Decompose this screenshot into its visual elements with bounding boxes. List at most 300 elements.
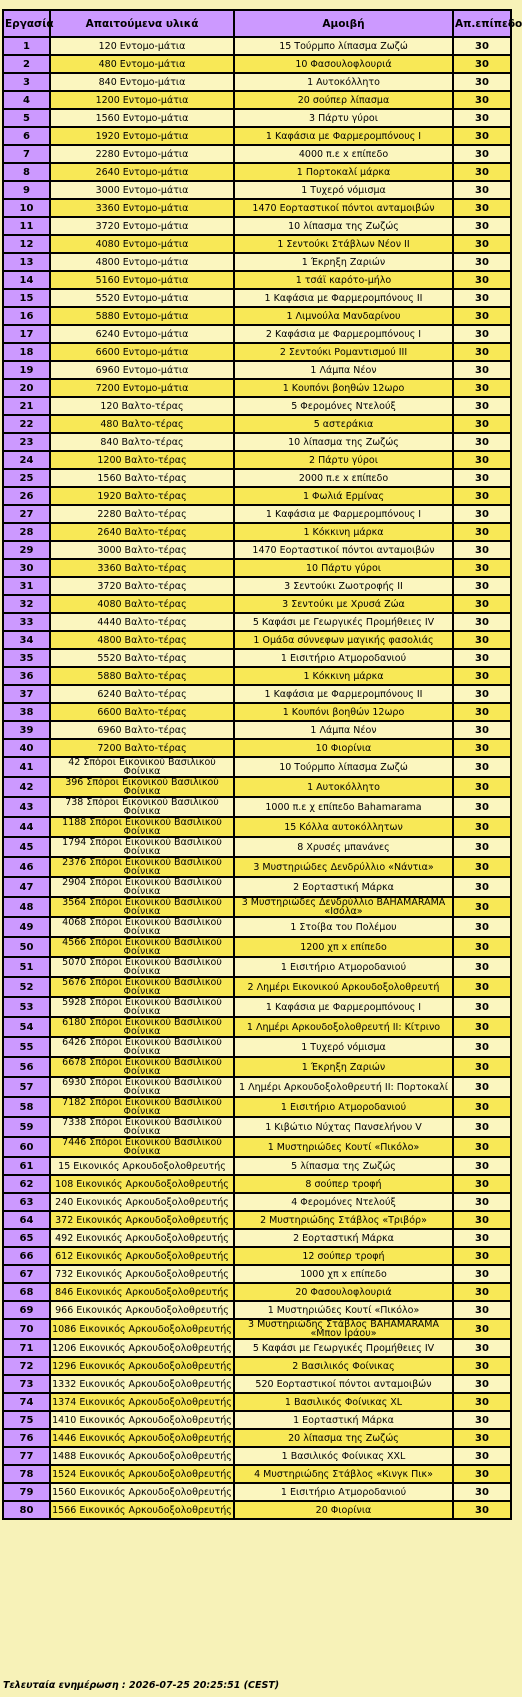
table-row bbox=[3, 343, 511, 361]
reward-cell: 3 Σεντούκι με Χρυσά Ζώα bbox=[234, 595, 453, 613]
table-row bbox=[3, 1037, 511, 1057]
task-number-cell: 30 bbox=[3, 559, 50, 577]
required-materials-cell: 492 Εικονικός Αρκουδοξολοθρευτής bbox=[50, 1229, 234, 1247]
table-row bbox=[3, 1175, 511, 1193]
reward-cell: 1000 χπ x επίπεδο bbox=[234, 1265, 453, 1283]
required-materials-cell: 1374 Εικονικός Αρκουδοξολοθρευτής bbox=[50, 1393, 234, 1411]
table-row bbox=[3, 1193, 511, 1211]
table-row bbox=[3, 1429, 511, 1447]
table-row bbox=[3, 1157, 511, 1175]
task-number-cell: 62 bbox=[3, 1175, 50, 1193]
table-row bbox=[3, 1465, 511, 1483]
reward-cell: 3 Μυστηριώδες Δενδρύλλιο BAHAMARAMA «Ισόλα» bbox=[234, 897, 453, 917]
required-materials-cell: 15 Εικονικός Αρκουδοξολοθρευτής bbox=[50, 1157, 234, 1175]
reward-cell: 2 Σεντούκι Ρομαντισμού ΙΙΙ bbox=[234, 343, 453, 361]
reward-cell: 3 Μυστηριώδης Στάβλος BAHAMARAMA «Μπον Ιράου» bbox=[234, 1319, 453, 1339]
reward-cell: 1 Λάμπα Νέον bbox=[234, 361, 453, 379]
table-row bbox=[3, 739, 511, 757]
reward-cell: 20 Φιορίνια bbox=[234, 1501, 453, 1519]
required-level-cell: 30 bbox=[453, 1229, 511, 1247]
reward-cell: 2 Εορταστική Μάρκα bbox=[234, 877, 453, 897]
table-row bbox=[3, 271, 511, 289]
required-level-cell: 30 bbox=[453, 505, 511, 523]
reward-cell: 5 Φερομόνες Ντελούξ bbox=[234, 397, 453, 415]
table-row bbox=[3, 1483, 511, 1501]
reward-cell: 1 Κόκκινη μάρκα bbox=[234, 523, 453, 541]
required-materials-cell: 396 Σπόροι Εικονικού Βασιλικού Φοίνικα bbox=[50, 777, 234, 797]
reward-cell: 4 Μυστηριώδης Στάβλος «Κινγκ Πικ» bbox=[234, 1465, 453, 1483]
required-materials-cell: 2640 Εντομο-μάτια bbox=[50, 163, 234, 181]
required-materials-cell: 2640 Βαλτο-τέρας bbox=[50, 523, 234, 541]
reward-cell: 5 Καφάσι με Γεωργικές Προμήθειες ΙV bbox=[234, 613, 453, 631]
required-materials-cell: 738 Σπόροι Εικονικού Βασιλικού Φοίνικα bbox=[50, 797, 234, 817]
required-materials-cell: 1920 Εντομο-μάτια bbox=[50, 127, 234, 145]
required-level-cell: 30 bbox=[453, 1501, 511, 1519]
task-number-cell: 20 bbox=[3, 379, 50, 397]
table-row bbox=[3, 217, 511, 235]
required-level-cell: 30 bbox=[453, 957, 511, 977]
task-number-cell: 1 bbox=[3, 37, 50, 55]
reward-cell: 20 λίπασμα της Ζωζώς bbox=[234, 1429, 453, 1447]
required-level-cell: 30 bbox=[453, 1037, 511, 1057]
table-row bbox=[3, 199, 511, 217]
required-materials-cell: 3000 Βαλτο-τέρας bbox=[50, 541, 234, 559]
required-level-cell: 30 bbox=[453, 1411, 511, 1429]
task-number-cell: 72 bbox=[3, 1357, 50, 1375]
table-row bbox=[3, 817, 511, 837]
table-row bbox=[3, 685, 511, 703]
table-row bbox=[3, 37, 511, 55]
table-row bbox=[3, 1097, 511, 1117]
table-row bbox=[3, 109, 511, 127]
column-header-task: Εργασία bbox=[3, 10, 50, 37]
task-number-cell: 22 bbox=[3, 415, 50, 433]
task-number-cell: 65 bbox=[3, 1229, 50, 1247]
required-materials-cell: 5880 Βαλτο-τέρας bbox=[50, 667, 234, 685]
required-level-cell: 30 bbox=[453, 1339, 511, 1357]
required-materials-cell: 1332 Εικονικός Αρκουδοξολοθρευτής bbox=[50, 1375, 234, 1393]
task-number-cell: 23 bbox=[3, 433, 50, 451]
required-level-cell: 30 bbox=[453, 1193, 511, 1211]
required-materials-cell: 6240 Εντομο-μάτια bbox=[50, 325, 234, 343]
required-level-cell: 30 bbox=[453, 37, 511, 55]
task-number-cell: 29 bbox=[3, 541, 50, 559]
task-number-cell: 64 bbox=[3, 1211, 50, 1229]
column-header-level: Απ.επίπεδο bbox=[453, 10, 511, 37]
table-row bbox=[3, 777, 511, 797]
required-materials-cell: 1296 Εικονικός Αρκουδοξολοθρευτής bbox=[50, 1357, 234, 1375]
table-row bbox=[3, 1339, 511, 1357]
task-number-cell: 2 bbox=[3, 55, 50, 73]
reward-cell: 1200 χπ x επίπεδο bbox=[234, 937, 453, 957]
table-row bbox=[3, 523, 511, 541]
required-level-cell: 30 bbox=[453, 487, 511, 505]
task-number-cell: 44 bbox=[3, 817, 50, 837]
task-number-cell: 24 bbox=[3, 451, 50, 469]
required-level-cell: 30 bbox=[453, 1175, 511, 1193]
required-level-cell: 30 bbox=[453, 897, 511, 917]
table-row bbox=[3, 1501, 511, 1519]
required-level-cell: 30 bbox=[453, 1157, 511, 1175]
required-materials-cell: 480 Εντομο-μάτια bbox=[50, 55, 234, 73]
required-materials-cell: 6600 Εντομο-μάτια bbox=[50, 343, 234, 361]
table-row bbox=[3, 797, 511, 817]
table-row bbox=[3, 649, 511, 667]
required-level-cell: 30 bbox=[453, 1077, 511, 1097]
required-level-cell: 30 bbox=[453, 721, 511, 739]
task-number-cell: 8 bbox=[3, 163, 50, 181]
reward-cell: 4 Φερομόνες Ντελούξ bbox=[234, 1193, 453, 1211]
reward-cell: 20 Φασουλοφλουριά bbox=[234, 1283, 453, 1301]
required-level-cell: 30 bbox=[453, 559, 511, 577]
required-materials-cell: 3720 Βαλτο-τέρας bbox=[50, 577, 234, 595]
required-level-cell: 30 bbox=[453, 1117, 511, 1137]
reward-cell: 1 Τυχερό νόμισμα bbox=[234, 181, 453, 199]
table-row bbox=[3, 325, 511, 343]
reward-cell: 1 Λημέρι Αρκουδοξολοθρευτή ΙΙ: Πορτοκαλί bbox=[234, 1077, 453, 1097]
required-level-cell: 30 bbox=[453, 469, 511, 487]
required-materials-cell: 4068 Σπόροι Εικονικού Βασιλικού Φοίνικα bbox=[50, 917, 234, 937]
table-row bbox=[3, 1447, 511, 1465]
table-row bbox=[3, 613, 511, 631]
reward-cell: 1 Αυτοκόλλητο bbox=[234, 777, 453, 797]
task-number-cell: 54 bbox=[3, 1017, 50, 1037]
table-row bbox=[3, 451, 511, 469]
required-materials-cell: 3360 Βαλτο-τέρας bbox=[50, 559, 234, 577]
required-materials-cell: 840 Εντομο-μάτια bbox=[50, 73, 234, 91]
table-row bbox=[3, 433, 511, 451]
required-level-cell: 30 bbox=[453, 145, 511, 163]
task-number-cell: 74 bbox=[3, 1393, 50, 1411]
task-number-cell: 36 bbox=[3, 667, 50, 685]
table-row bbox=[3, 361, 511, 379]
table-row bbox=[3, 1393, 511, 1411]
required-materials-cell: 4080 Εντομο-μάτια bbox=[50, 235, 234, 253]
required-level-cell: 30 bbox=[453, 817, 511, 837]
task-number-cell: 70 bbox=[3, 1319, 50, 1339]
task-number-cell: 25 bbox=[3, 469, 50, 487]
reward-cell: 1 Βασιλικός Φοίνικας XL bbox=[234, 1393, 453, 1411]
table-row bbox=[3, 289, 511, 307]
table-row bbox=[3, 631, 511, 649]
required-materials-cell: 966 Εικονικός Αρκουδοξολοθρευτής bbox=[50, 1301, 234, 1319]
table-row bbox=[3, 577, 511, 595]
task-number-cell: 39 bbox=[3, 721, 50, 739]
required-level-cell: 30 bbox=[453, 777, 511, 797]
table-row bbox=[3, 235, 511, 253]
table-row bbox=[3, 253, 511, 271]
task-number-cell: 69 bbox=[3, 1301, 50, 1319]
required-level-cell: 30 bbox=[453, 397, 511, 415]
required-level-cell: 30 bbox=[453, 109, 511, 127]
required-materials-cell: 5160 Εντομο-μάτια bbox=[50, 271, 234, 289]
reward-cell: 1000 π.ε χ επίπεδο Bahamarama bbox=[234, 797, 453, 817]
task-number-cell: 60 bbox=[3, 1137, 50, 1157]
reward-cell: 2 Μυστηριώδης Στάβλος «Τριβόρ» bbox=[234, 1211, 453, 1229]
task-number-cell: 77 bbox=[3, 1447, 50, 1465]
task-number-cell: 27 bbox=[3, 505, 50, 523]
reward-cell: 3 Σεντούκι Ζωοτροφής ΙΙ bbox=[234, 577, 453, 595]
required-materials-cell: 7338 Σπόροι Εικονικού Βασιλικού Φοίνικα bbox=[50, 1117, 234, 1137]
required-materials-cell: 6240 Βαλτο-τέρας bbox=[50, 685, 234, 703]
reward-cell: 10 Τούρμπο λίπασμα Ζωζώ bbox=[234, 757, 453, 777]
last-updated-footer: Τελευταία ενημέρωση : 2026-07-25 20:25:51 (CEST) bbox=[3, 1680, 280, 1691]
task-number-cell: 13 bbox=[3, 253, 50, 271]
table-row bbox=[3, 1211, 511, 1229]
task-number-cell: 51 bbox=[3, 957, 50, 977]
column-header-materials: Απαιτούμενα υλικά bbox=[50, 10, 234, 37]
required-materials-cell: 4800 Εντομο-μάτια bbox=[50, 253, 234, 271]
required-materials-cell: 5676 Σπόροι Εικονικού Βασιλικού Φοίνικα bbox=[50, 977, 234, 997]
required-materials-cell: 1410 Εικονικός Αρκουδοξολοθρευτής bbox=[50, 1411, 234, 1429]
required-level-cell: 30 bbox=[453, 1211, 511, 1229]
task-number-cell: 80 bbox=[3, 1501, 50, 1519]
required-level-cell: 30 bbox=[453, 1429, 511, 1447]
required-materials-cell: 2904 Σπόροι Εικονικού Βασιλικού Φοίνικα bbox=[50, 877, 234, 897]
reward-cell: 1 Καφάσια με Φαρμερομπόνους ΙΙ bbox=[234, 685, 453, 703]
reward-cell: 1470 Εορταστικοί πόντοι ανταμοιβών bbox=[234, 541, 453, 559]
reward-cell: 1 Τυχερό νόμισμα bbox=[234, 1037, 453, 1057]
reward-cell: 4000 π.ε x επίπεδο bbox=[234, 145, 453, 163]
reward-cell: 1 Καφάσια με Φαρμερομπόνους Ι bbox=[234, 127, 453, 145]
required-level-cell: 30 bbox=[453, 199, 511, 217]
required-level-cell: 30 bbox=[453, 523, 511, 541]
reward-cell: 2 Βασιλικός Φοίνικας bbox=[234, 1357, 453, 1375]
required-materials-cell: 1086 Εικονικός Αρκουδοξολοθρευτής bbox=[50, 1319, 234, 1339]
required-materials-cell: 1566 Εικονικός Αρκουδοξολοθρευτής bbox=[50, 1501, 234, 1519]
required-level-cell: 30 bbox=[453, 685, 511, 703]
task-number-cell: 33 bbox=[3, 613, 50, 631]
table-row bbox=[3, 1017, 511, 1037]
reward-cell: 2 Καφάσια με Φαρμερομπόνους Ι bbox=[234, 325, 453, 343]
table-row bbox=[3, 559, 511, 577]
reward-cell: 1 Καφάσια με Φαρμερομπόνους Ι bbox=[234, 997, 453, 1017]
reward-cell: 1 Λιμνούλα Μανδαρίνου bbox=[234, 307, 453, 325]
required-level-cell: 30 bbox=[453, 649, 511, 667]
task-number-cell: 41 bbox=[3, 757, 50, 777]
reward-cell: 1 τσάϊ καρότο-μήλο bbox=[234, 271, 453, 289]
required-materials-cell: 7200 Εντομο-μάτια bbox=[50, 379, 234, 397]
reward-cell: 1470 Εορταστικοί πόντοι ανταμοιβών bbox=[234, 199, 453, 217]
required-materials-cell: 1524 Εικονικός Αρκουδοξολοθρευτής bbox=[50, 1465, 234, 1483]
task-number-cell: 76 bbox=[3, 1429, 50, 1447]
task-number-cell: 45 bbox=[3, 837, 50, 857]
task-number-cell: 26 bbox=[3, 487, 50, 505]
required-level-cell: 30 bbox=[453, 667, 511, 685]
required-materials-cell: 6930 Σπόροι Εικονικού Βασιλικού Φοίνικα bbox=[50, 1077, 234, 1097]
required-level-cell: 30 bbox=[453, 379, 511, 397]
required-materials-cell: 6426 Σπόροι Εικονικού Βασιλικού Φοίνικα bbox=[50, 1037, 234, 1057]
reward-cell: 1 Κουπόνι βοηθών 12ωρο bbox=[234, 379, 453, 397]
task-number-cell: 21 bbox=[3, 397, 50, 415]
task-number-cell: 38 bbox=[3, 703, 50, 721]
required-materials-cell: 240 Εικονικός Αρκουδοξολοθρευτής bbox=[50, 1193, 234, 1211]
required-materials-cell: 1560 Εικονικός Αρκουδοξολοθρευτής bbox=[50, 1483, 234, 1501]
table-row bbox=[3, 127, 511, 145]
required-level-cell: 30 bbox=[453, 343, 511, 361]
table-row bbox=[3, 1229, 511, 1247]
required-level-cell: 30 bbox=[453, 631, 511, 649]
required-materials-cell: 6678 Σπόροι Εικονικού Βασιλικού Φοίνικα bbox=[50, 1057, 234, 1077]
task-number-cell: 16 bbox=[3, 307, 50, 325]
table-row bbox=[3, 1265, 511, 1283]
task-number-cell: 50 bbox=[3, 937, 50, 957]
required-materials-cell: 7446 Σπόροι Εικονικού Βασιλικού Φοίνικα bbox=[50, 1137, 234, 1157]
required-materials-cell: 6960 Εντομο-μάτια bbox=[50, 361, 234, 379]
table-row bbox=[3, 1411, 511, 1429]
table-row bbox=[3, 1117, 511, 1137]
task-number-cell: 34 bbox=[3, 631, 50, 649]
task-number-cell: 35 bbox=[3, 649, 50, 667]
table-row bbox=[3, 877, 511, 897]
required-level-cell: 30 bbox=[453, 1393, 511, 1411]
required-level-cell: 30 bbox=[453, 163, 511, 181]
reward-cell: 1 Έκρηξη Ζαριών bbox=[234, 253, 453, 271]
task-number-cell: 10 bbox=[3, 199, 50, 217]
table-row bbox=[3, 917, 511, 937]
reward-cell: 8 Χρυσές μπανάνες bbox=[234, 837, 453, 857]
required-level-cell: 30 bbox=[453, 217, 511, 235]
reward-cell: 1 Στοίβα του Πολέμου bbox=[234, 917, 453, 937]
task-number-cell: 75 bbox=[3, 1411, 50, 1429]
required-level-cell: 30 bbox=[453, 703, 511, 721]
reward-cell: 20 σούπερ λίπασμα bbox=[234, 91, 453, 109]
table-row bbox=[3, 1137, 511, 1157]
task-number-cell: 19 bbox=[3, 361, 50, 379]
required-level-cell: 30 bbox=[453, 1017, 511, 1037]
table-row bbox=[3, 1247, 511, 1265]
table-row bbox=[3, 857, 511, 877]
task-number-cell: 3 bbox=[3, 73, 50, 91]
required-level-cell: 30 bbox=[453, 415, 511, 433]
task-number-cell: 11 bbox=[3, 217, 50, 235]
table-row bbox=[3, 997, 511, 1017]
reward-cell: 15 Τούρμπο λίπασμα Ζωζώ bbox=[234, 37, 453, 55]
reward-cell: 1 Σεντούκι Στάβλων Νέον ΙΙ bbox=[234, 235, 453, 253]
required-level-cell: 30 bbox=[453, 613, 511, 631]
task-number-cell: 49 bbox=[3, 917, 50, 937]
required-level-cell: 30 bbox=[453, 1319, 511, 1339]
task-number-cell: 32 bbox=[3, 595, 50, 613]
table-row bbox=[3, 469, 511, 487]
reward-cell: 1 Κιβώτιο Νύχτας Πανσελήνου V bbox=[234, 1117, 453, 1137]
required-materials-cell: 2376 Σπόροι Εικονικού Βασιλικού Φοίνικα bbox=[50, 857, 234, 877]
required-level-cell: 30 bbox=[453, 739, 511, 757]
reward-cell: 1 Εορταστική Μάρκα bbox=[234, 1411, 453, 1429]
required-materials-cell: 1560 Βαλτο-τέρας bbox=[50, 469, 234, 487]
task-number-cell: 12 bbox=[3, 235, 50, 253]
task-number-cell: 68 bbox=[3, 1283, 50, 1301]
table-row bbox=[3, 937, 511, 957]
reward-cell: 10 Πάρτυ γύροι bbox=[234, 559, 453, 577]
table-row bbox=[3, 181, 511, 199]
required-materials-cell: 3564 Σπόροι Εικονικού Βασιλικού Φοίνικα bbox=[50, 897, 234, 917]
reward-cell: 1 Εισιτήριο Ατμοροδανιού bbox=[234, 649, 453, 667]
required-level-cell: 30 bbox=[453, 757, 511, 777]
required-level-cell: 30 bbox=[453, 451, 511, 469]
task-number-cell: 56 bbox=[3, 1057, 50, 1077]
task-number-cell: 53 bbox=[3, 997, 50, 1017]
required-level-cell: 30 bbox=[453, 1097, 511, 1117]
required-materials-cell: 5520 Βαλτο-τέρας bbox=[50, 649, 234, 667]
reward-cell: 3 Πάρτυ γύροι bbox=[234, 109, 453, 127]
required-materials-cell: 1200 Εντομο-μάτια bbox=[50, 91, 234, 109]
required-materials-cell: 846 Εικονικός Αρκουδοξολοθρευτής bbox=[50, 1283, 234, 1301]
required-level-cell: 30 bbox=[453, 1465, 511, 1483]
reward-cell: 1 Κουπόνι βοηθών 12ωρο bbox=[234, 703, 453, 721]
required-level-cell: 30 bbox=[453, 325, 511, 343]
table-row bbox=[3, 1319, 511, 1339]
required-materials-cell: 1794 Σπόροι Εικονικού Βασιλικού Φοίνικα bbox=[50, 837, 234, 857]
required-level-cell: 30 bbox=[453, 433, 511, 451]
required-materials-cell: 4440 Βαλτο-τέρας bbox=[50, 613, 234, 631]
task-number-cell: 63 bbox=[3, 1193, 50, 1211]
task-number-cell: 14 bbox=[3, 271, 50, 289]
task-number-cell: 6 bbox=[3, 127, 50, 145]
reward-cell: 1 Κόκκινη μάρκα bbox=[234, 667, 453, 685]
required-materials-cell: 1560 Εντομο-μάτια bbox=[50, 109, 234, 127]
required-level-cell: 30 bbox=[453, 127, 511, 145]
required-level-cell: 30 bbox=[453, 361, 511, 379]
required-level-cell: 30 bbox=[453, 595, 511, 613]
required-level-cell: 30 bbox=[453, 271, 511, 289]
reward-cell: 1 Μυστηριώδες Κουτί «Πικόλο» bbox=[234, 1137, 453, 1157]
reward-cell: 2 Πάρτυ γύροι bbox=[234, 451, 453, 469]
reward-cell: 1 Μυστηριώδες Κουτί «Πικόλο» bbox=[234, 1301, 453, 1319]
task-number-cell: 46 bbox=[3, 857, 50, 877]
required-materials-cell: 120 Βαλτο-τέρας bbox=[50, 397, 234, 415]
table-row bbox=[3, 1301, 511, 1319]
required-materials-cell: 1188 Σπόροι Εικονικού Βασιλικού Φοίνικα bbox=[50, 817, 234, 837]
table-row bbox=[3, 379, 511, 397]
task-number-cell: 17 bbox=[3, 325, 50, 343]
task-number-cell: 43 bbox=[3, 797, 50, 817]
table-row bbox=[3, 837, 511, 857]
required-level-cell: 30 bbox=[453, 997, 511, 1017]
task-number-cell: 5 bbox=[3, 109, 50, 127]
required-materials-cell: 42 Σπόροι Εικονικού Βασιλικού Φοίνικα bbox=[50, 757, 234, 777]
table-row bbox=[3, 1057, 511, 1077]
required-materials-cell: 1920 Βαλτο-τέρας bbox=[50, 487, 234, 505]
task-number-cell: 4 bbox=[3, 91, 50, 109]
reward-cell: 5 αστεράκια bbox=[234, 415, 453, 433]
required-level-cell: 30 bbox=[453, 1137, 511, 1157]
table-row bbox=[3, 145, 511, 163]
required-level-cell: 30 bbox=[453, 1057, 511, 1077]
required-level-cell: 30 bbox=[453, 1247, 511, 1265]
task-number-cell: 66 bbox=[3, 1247, 50, 1265]
reward-cell: 1 Αυτοκόλλητο bbox=[234, 73, 453, 91]
reward-cell: 12 σούπερ τροφή bbox=[234, 1247, 453, 1265]
table-row bbox=[3, 1077, 511, 1097]
table-row bbox=[3, 957, 511, 977]
required-materials-cell: 120 Εντομο-μάτια bbox=[50, 37, 234, 55]
required-materials-cell: 4566 Σπόροι Εικονικού Βασιλικού Φοίνικα bbox=[50, 937, 234, 957]
required-materials-cell: 1488 Εικονικός Αρκουδοξολοθρευτής bbox=[50, 1447, 234, 1465]
reward-cell: 1 Έκρηξη Ζαριών bbox=[234, 1057, 453, 1077]
table-row bbox=[3, 1283, 511, 1301]
reward-cell: 1 Εισιτήριο Ατμοροδανιού bbox=[234, 1097, 453, 1117]
task-number-cell: 57 bbox=[3, 1077, 50, 1097]
task-number-cell: 73 bbox=[3, 1375, 50, 1393]
reward-cell: 5 λίπασμα της Ζωζώς bbox=[234, 1157, 453, 1175]
reward-cell: 1 Λάμπα Νέον bbox=[234, 721, 453, 739]
required-level-cell: 30 bbox=[453, 1447, 511, 1465]
required-materials-cell: 7200 Βαλτο-τέρας bbox=[50, 739, 234, 757]
reward-cell: 2 Λημέρι Εικονικού Αρκουδοξολοθρευτή bbox=[234, 977, 453, 997]
required-level-cell: 30 bbox=[453, 977, 511, 997]
task-number-cell: 28 bbox=[3, 523, 50, 541]
